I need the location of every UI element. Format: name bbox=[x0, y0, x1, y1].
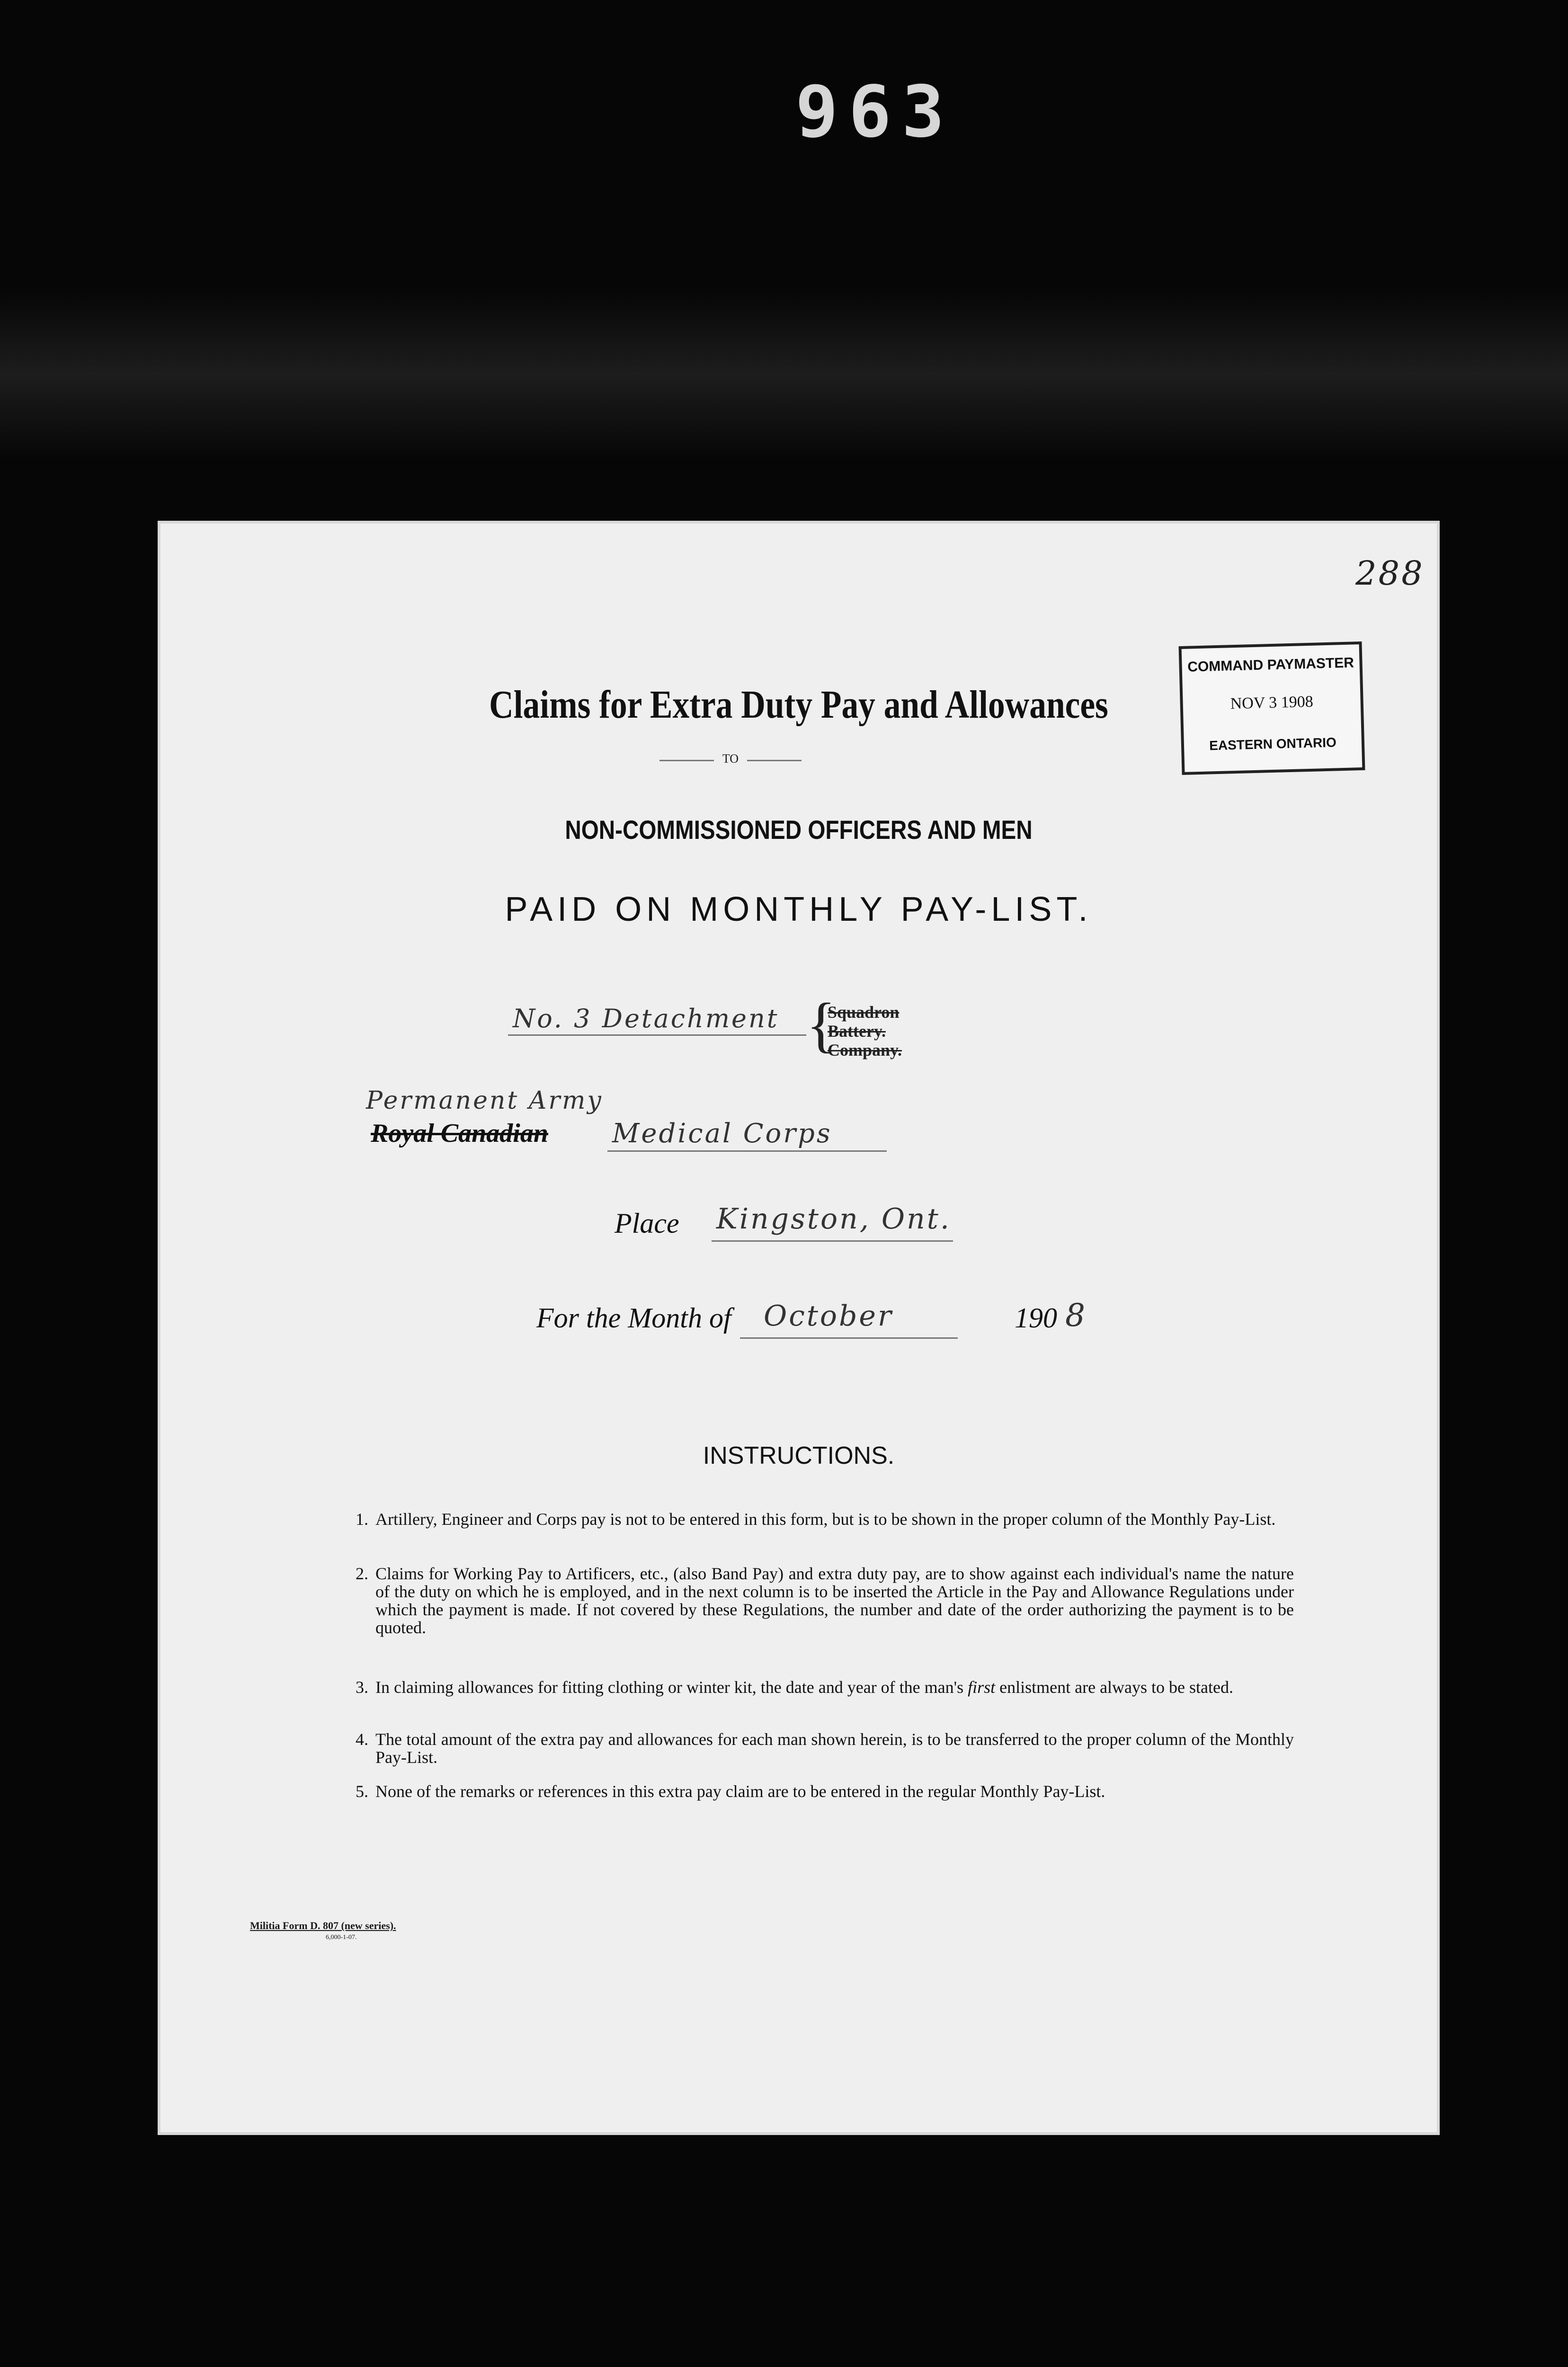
instruction-text: In claiming allowances for fitting clothing or winter kit, the date and year of the man's bbox=[375, 1678, 968, 1697]
instructions-title: INSTRUCTIONS. bbox=[703, 1442, 895, 1469]
place-label: Place bbox=[615, 1208, 679, 1239]
unit-rule bbox=[508, 1034, 806, 1036]
unit-brace: { bbox=[806, 991, 836, 1059]
folio-number: 288 bbox=[1355, 554, 1425, 593]
instruction-text: Artillery, Engineer and Corps pay is not to be entered in this form, but is to be shown in the proper column of the Monthly Pay-List. bbox=[375, 1510, 1276, 1529]
year-printed: 190 bbox=[1015, 1302, 1057, 1334]
form-subtitle: NON-COMMISSIONED OFFICERS AND MEN bbox=[565, 815, 1033, 845]
to-label: TO bbox=[714, 752, 747, 766]
instruction-item-2 bbox=[356, 1564, 1294, 1637]
instruction-text: The total amount of the extra pay and allowances for each man shown herein, is to be transferred to the proper column of the Monthly Pay-List. bbox=[375, 1730, 1294, 1767]
month-rule bbox=[740, 1337, 958, 1339]
print-run: 6,000-1-07. bbox=[326, 1934, 357, 1941]
frame-number: 963 bbox=[795, 71, 955, 153]
instruction-item-5 bbox=[356, 1782, 1294, 1801]
instruction-number: 1. bbox=[356, 1510, 368, 1529]
stamp-line-3: EASTERN ONTARIO bbox=[1209, 735, 1337, 753]
unit-option-squadron: Squadron bbox=[828, 1003, 900, 1022]
month-handwritten: October bbox=[764, 1299, 893, 1333]
corps-handwritten-above: Permanent Army bbox=[366, 1086, 603, 1115]
unit-option-company: Company. bbox=[828, 1041, 902, 1059]
place-rule bbox=[712, 1240, 953, 1242]
year-handwritten: 8 bbox=[1065, 1297, 1087, 1334]
form-title: Claims for Extra Duty Pay and Allowances bbox=[489, 683, 1108, 727]
paid-on-heading: PAID ON MONTHLY PAY-LIST. bbox=[505, 890, 1093, 928]
film-band bbox=[0, 284, 1568, 464]
month-label: For the Month of bbox=[536, 1302, 731, 1334]
instruction-emphasis: first bbox=[968, 1678, 996, 1697]
stamp-date: NOV 3 1908 bbox=[1230, 693, 1314, 713]
stamp-line-1: COMMAND PAYMASTER bbox=[1187, 655, 1354, 675]
corps-rule bbox=[607, 1150, 887, 1152]
instruction-text: Claims for Working Pay to Artificers, etc., (also Band Pay) and extra duty pay, are to show against each individual's name the nature of the duty on which he is employed, and in the next column is to be inserted the Article in the Pay and Allowance Regulations under which the payment is made. If not covered by these Regulations, the number and date of the order authorizing the payment is to be quoted. bbox=[375, 1564, 1294, 1637]
instruction-number: 3. bbox=[356, 1678, 368, 1697]
place-handwritten: Kingston, Ont. bbox=[716, 1202, 951, 1236]
corps-handwritten: Medical Corps bbox=[612, 1118, 832, 1149]
instruction-text: None of the remarks or references in this extra pay claim are to be entered in the regular Monthly Pay-List. bbox=[375, 1782, 1105, 1801]
form-number: Militia Form D. 807 (new series). bbox=[250, 1920, 396, 1931]
corps-struck: Royal Canadian bbox=[371, 1119, 548, 1148]
instruction-item-4 bbox=[356, 1730, 1294, 1767]
document-sheet bbox=[158, 521, 1440, 2135]
instruction-number: 4. bbox=[356, 1730, 368, 1749]
instruction-item-1 bbox=[356, 1510, 1294, 1529]
instruction-number: 5. bbox=[356, 1782, 368, 1801]
instruction-item-3 bbox=[356, 1678, 1294, 1697]
instruction-number: 2. bbox=[356, 1564, 368, 1583]
unit-handwritten: No. 3 Detachment bbox=[513, 1004, 779, 1033]
unit-option-battery: Battery. bbox=[828, 1022, 886, 1041]
unit-options bbox=[828, 1003, 902, 1059]
instruction-text-end: enlistment are always to be stated. bbox=[995, 1678, 1233, 1697]
